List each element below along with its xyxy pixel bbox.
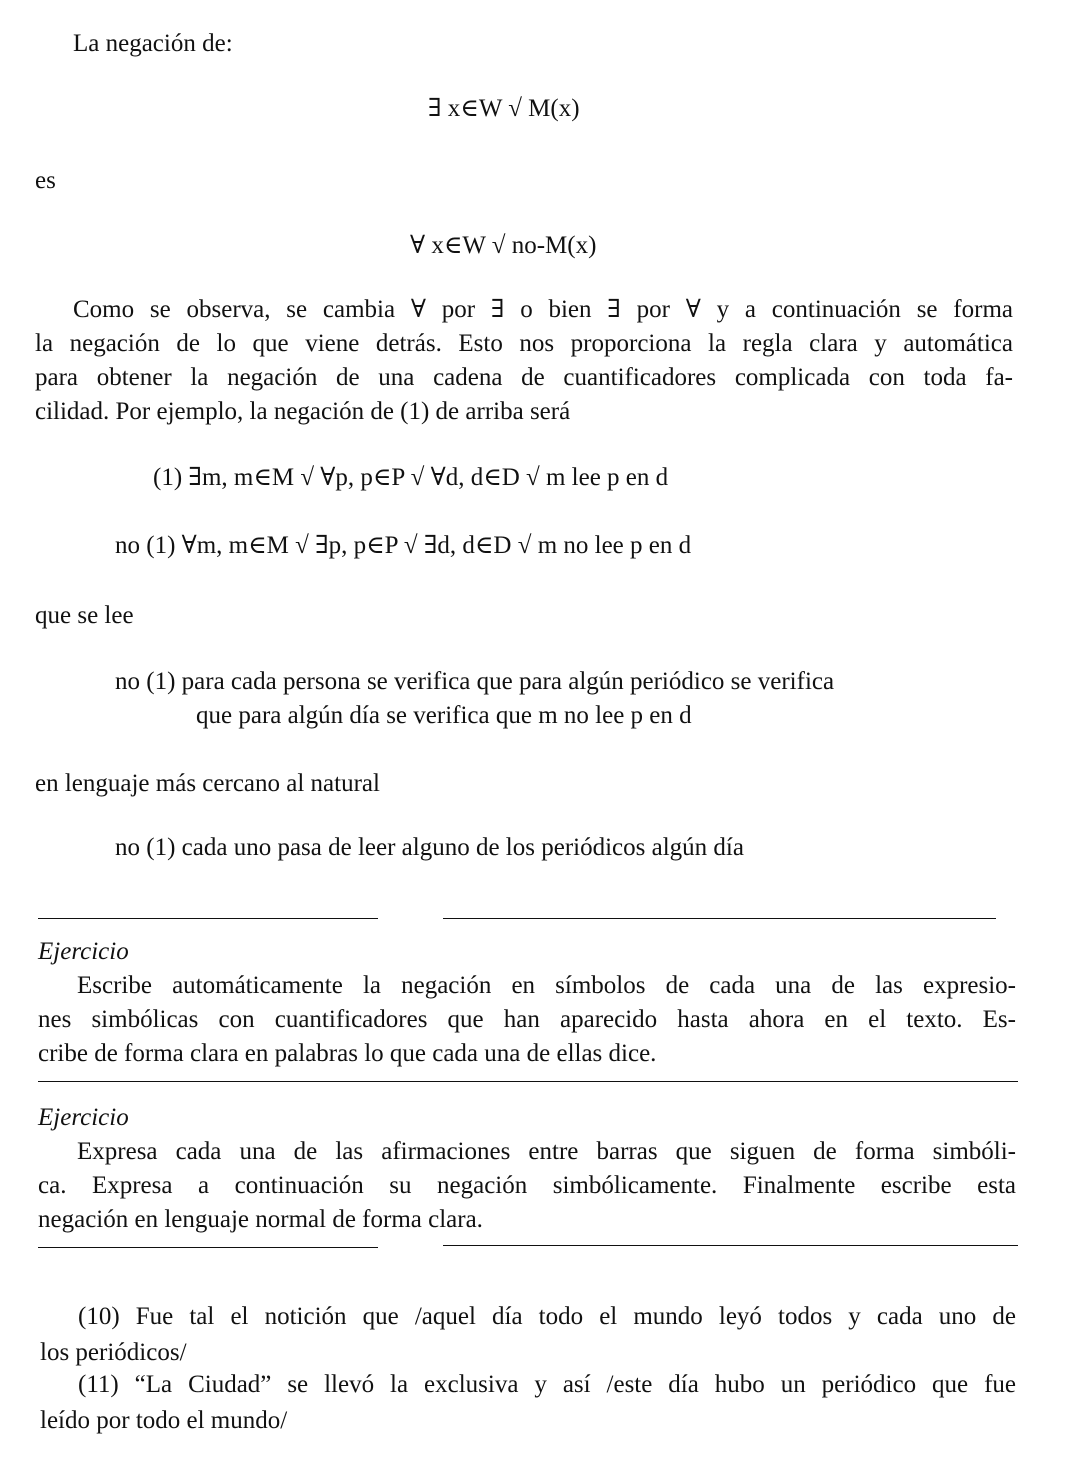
exercise-line: Escribe automáticamente la negación en símbolos de cada una de las expresio- xyxy=(77,972,1016,999)
exercise-heading: Ejercicio xyxy=(38,1104,129,1131)
paragraph-line: Como se observa, se cambia ∀ por ∃ o bien ∃ por ∀ y a continuación se forma xyxy=(73,296,1013,323)
exercise-heading: Ejercicio xyxy=(38,938,129,965)
separator-rule xyxy=(38,918,378,919)
paragraph-line: para obtener la negación de una cadena de cuantificadores complicada con toda fa- xyxy=(35,364,1013,391)
separator-rule xyxy=(38,1081,1018,1082)
separator-rule xyxy=(443,918,996,919)
exercise-line: ca. Expresa a continuación su negación simbólicamente. Finalmente escribe esta xyxy=(38,1172,1016,1199)
reading-line: que para algún día se verifica que m no lee p en d xyxy=(196,702,692,729)
natural-intro-text: en lenguaje más cercano al natural xyxy=(35,770,380,797)
separator-rule xyxy=(443,1245,1018,1246)
formula-exists: ∃ x∈W √ M(x) xyxy=(428,95,580,122)
formula-forall: ∀ x∈W √ no-M(x) xyxy=(410,232,597,259)
formula-no-1: no (1) ∀m, m∈M √ ∃p, p∈P √ ∃d, d∈D √ m no lee p en d xyxy=(115,532,692,559)
statement-line: (10) Fue tal el notición que /aquel día todo el mundo leyó todos y cada uno de xyxy=(78,1303,1016,1330)
paragraph-line: cilidad. Por ejemplo, la negación de (1) de arriba será xyxy=(35,398,571,425)
exercise-line: cribe de forma clara en palabras lo que cada una de ellas dice. xyxy=(38,1040,657,1067)
es-text: es xyxy=(35,167,56,194)
formula-1: (1) ∃m, m∈M √ ∀p, p∈P √ ∀d, d∈D √ m lee p en d xyxy=(153,464,669,491)
natural-line: no (1) cada uno pasa de leer alguno de los periódicos algún día xyxy=(115,834,744,861)
statement-line: (11) “La Ciudad” se llevó la exclusiva y así /este día hubo un periódico que fue xyxy=(78,1371,1016,1398)
paragraph-line: la negación de lo que viene detrás. Esto nos proporciona la regla clara y automática xyxy=(35,330,1013,357)
exercise-line: negación en lenguaje normal de forma clara. xyxy=(38,1206,483,1233)
separator-rule xyxy=(38,1247,378,1248)
statement-line: leído por todo el mundo/ xyxy=(40,1407,288,1434)
intro-text: La negación de: xyxy=(73,30,233,57)
statement-line: los periódicos/ xyxy=(40,1339,187,1366)
reading-line: no (1) para cada persona se verifica que para algún periódico se verifica xyxy=(115,668,835,695)
que-se-lee-text: que se lee xyxy=(35,602,134,629)
exercise-line: Expresa cada una de las afirmaciones entre barras que siguen de forma simbóli- xyxy=(77,1138,1016,1165)
exercise-line: nes simbólicas con cuantificadores que han aparecido hasta ahora en el texto. Es- xyxy=(38,1006,1016,1033)
